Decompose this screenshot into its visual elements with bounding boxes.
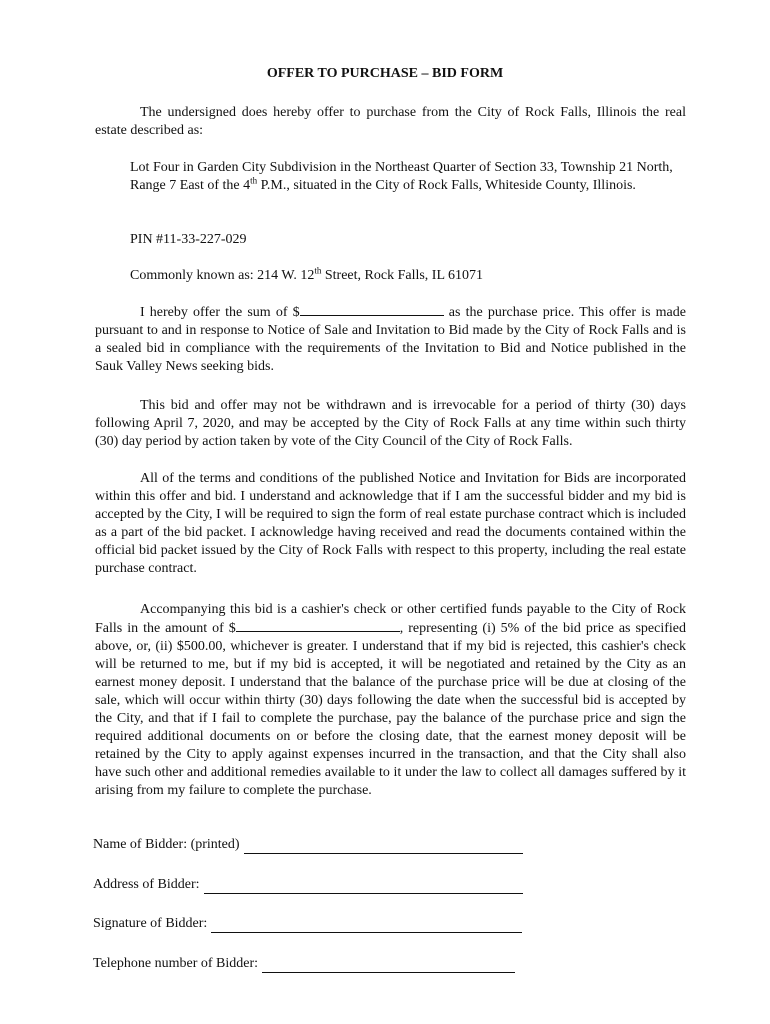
- property-address-text-1: Commonly known as: 214 W. 12: [130, 268, 315, 283]
- legal-description: [130, 159, 686, 195]
- bidder-address-field: [93, 876, 523, 894]
- bidder-name-field: [93, 836, 523, 854]
- bidder-signature-line[interactable]: [211, 918, 522, 933]
- property-address: [130, 267, 686, 285]
- deposit-paragraph: [95, 601, 686, 800]
- bidder-telephone-field: [93, 955, 515, 973]
- legal-description-text-1: Lot Four in Garden City Subdivision in the Northeast Quarter of Section 33, Township 21 North, Range 7 East of the 4: [130, 160, 673, 193]
- legal-description-sup: th: [250, 175, 258, 186]
- offer-paragraph: [95, 303, 686, 376]
- legal-description-text-2: P.M., situated in the City of Rock Falls, Whiteside County, Illinois.: [257, 178, 636, 193]
- bidder-address-label: Address of Bidder:: [93, 877, 200, 892]
- bidder-address-line[interactable]: [204, 879, 523, 894]
- page-title: OFFER TO PURCHASE – BID FORM: [266, 66, 504, 81]
- deposit-text-1: Accompanying this bid is a cashier's check or other certified funds payable to the City of Rock Falls in the amount of $: [95, 602, 686, 636]
- irrevocable-paragraph: This bid and offer may not be withdrawn and is irrevocable for a period of thirty (30) days following April 7, 2020, and may be accepted by the City of Rock Falls at any time within such thirty (30) day period by action taken by vote of the City Council of the City of Rock Falls.: [95, 398, 686, 449]
- property-address-text-2: Street, Rock Falls, IL 61071: [321, 268, 484, 283]
- purchase-price-blank[interactable]: [300, 303, 444, 316]
- offer-text-2: as the purchase price. This offer is made pursuant to and in response to Notice of Sale and Invitation to Bid made by the City of Rock Falls and is a sealed bid in compliance with the requirements of the Invitation to Bid and Notice published in the Sauk Valley News seeking bids.: [95, 305, 686, 374]
- deposit-amount-blank[interactable]: [236, 619, 400, 632]
- property-address-sup: th: [314, 265, 322, 276]
- bidder-telephone-line[interactable]: [262, 958, 515, 973]
- intro-paragraph: The undersigned does hereby offer to purchase from the City of Rock Falls, Illinois the real estate described as:: [95, 105, 686, 138]
- deposit-text-2: , representing (i) 5% of the bid price as specified above, or, (ii) $500.00, whichever is greater. I understand that if my bid is rejected, this cashier's check will be returned to me, but if my bid is accepted, it will be negotiated and retained by the City as an earnest money deposit. I understand that the balance of the purchase price will be due at closing of the sale, which will occur within thirty (30) days following the date when the successful bid is accepted by the City, and that if I fail to complete the purchase, pay the balance of the purchase price and sign the required additional documents on or before the closing date, that the earnest money deposit will be retained by the City to apply against expenses incurred in the transaction, and that the City shall also have such other and additional remedies available to it under the law to collect all damages suffered by it arising from my failure to complete the purchase.: [95, 621, 686, 798]
- bidder-name-line[interactable]: [244, 839, 523, 854]
- pin-number: PIN #11-33-227-029: [130, 232, 247, 247]
- bidder-signature-label: Signature of Bidder:: [93, 916, 208, 931]
- bidder-telephone-label: Telephone number of Bidder:: [93, 956, 259, 971]
- bidder-name-label: Name of Bidder: (printed): [93, 837, 240, 852]
- bidder-signature-field: [93, 915, 522, 933]
- offer-text-1: I hereby offer the sum of $: [140, 305, 300, 320]
- terms-paragraph: All of the terms and conditions of the published Notice and Invitation for Bids are incorporated within this offer and bid. I understand and acknowledge that if I am the successful bidder and my bid is accepted by the City, I will be required to sign the form of real estate purchase contract which is included as a part of the bid packet. I acknowledge having received and read the documents contained within the official bid packet issued by the City of Rock Falls with respect to this property, including the real estate purchase contract.: [95, 471, 686, 576]
